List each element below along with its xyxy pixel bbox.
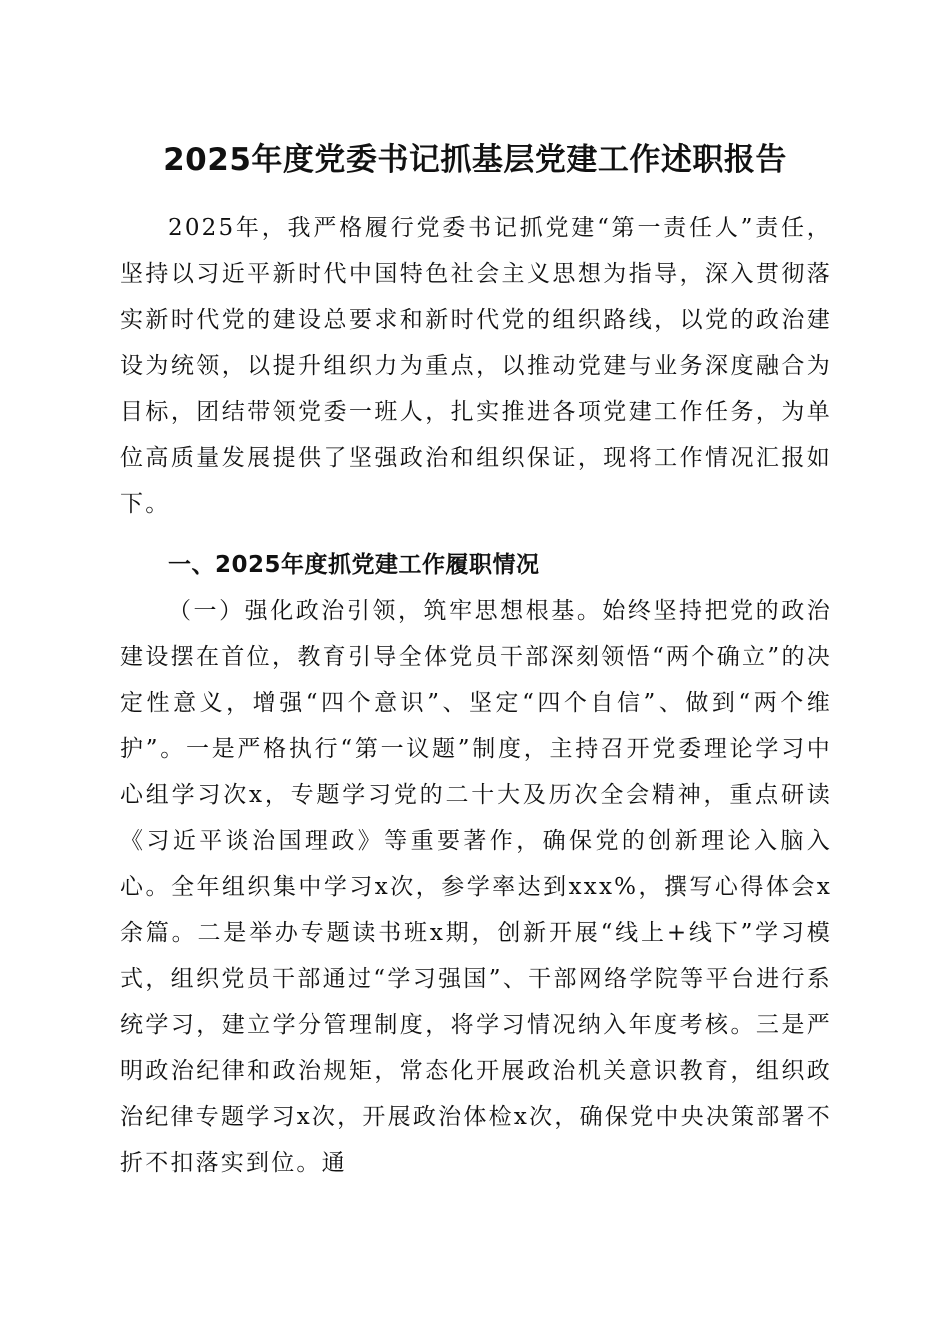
subsection-heading: （一）强化政治引领，筑牢思想根基。	[168, 598, 603, 624]
section-heading: 一、2025年度抓党建工作履职情况	[168, 552, 540, 578]
document-title: 2025年度党委书记抓基层党建工作述职报告	[163, 142, 787, 178]
subsection-text: 始终坚持把党的政治建设摆在首位，教育引导全体党员干部深刻领悟“两个确立”的决定性意义，增强“四个意识”、坚定“四个自信”、做到“两个维护”。一是严格执行“第一议题”制度，主持召开党委理论学习中心组学习次x，专题学习党的二十大及历次全会精神，重点研读《习近平谈治国理政》等重要著作，确保党的创新理论入脑入心。全年组织集中学习x次，参学率达到xxx%，撰写心得体会x余篇。二是举办专题读书班x期，创新开展“线上+线下”学习模式，组织党员干部通过“学习强国”、干部网络学院等平台进行系统学习，建立学分管理制度，将学习情况纳入年度考核。三是严明政治纪律和政治规矩，常态化开展政治机关意识教育，组织政治纪律专题学习x次，开展政治体检x次，确保党中央决策部署不折不扣落实到位。通	[120, 598, 832, 1176]
section-paragraph	[120, 588, 832, 1186]
intro-paragraph: 2025年，我严格履行党委书记抓党建“第一责任人”责任，坚持以习近平新时代中国特色社会主义思想为指导，深入贯彻落实新时代党的建设总要求和新时代党的组织路线，以党的政治建设为统领，以提升组织力为重点，以推动党建与业务深度融合为目标，团结带领党委一班人，扎实推进各项党建工作任务，为单位高质量发展提供了坚强政治和组织保证，现将工作情况汇报如下。	[120, 215, 832, 517]
